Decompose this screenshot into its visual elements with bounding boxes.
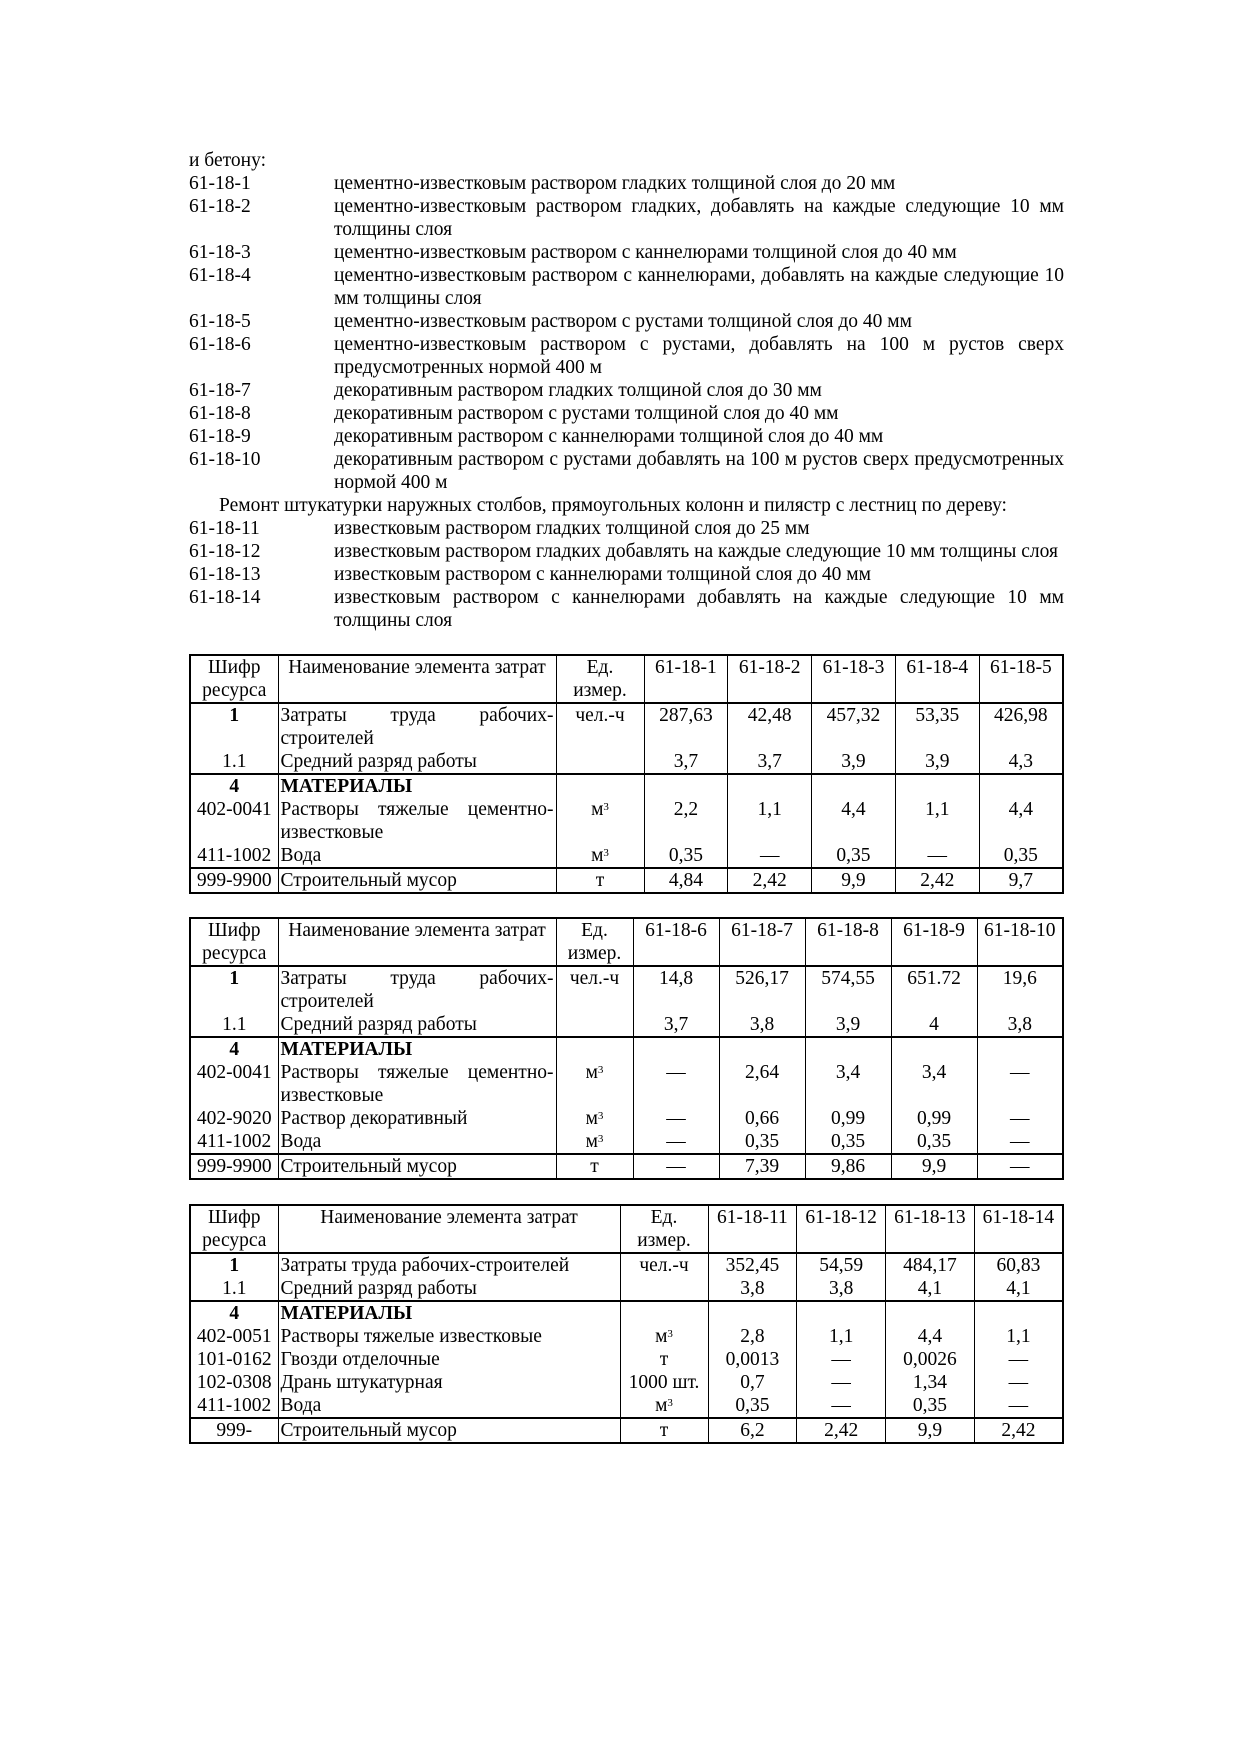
table-row xyxy=(190,1418,1063,1443)
unit-text: чел.-ч xyxy=(569,968,620,989)
norm-description: декоративным раствором с рустами толщиной слоя до 40 мм xyxy=(334,403,839,424)
norm-value: — xyxy=(633,1107,719,1130)
header-norm-column: 61-18-14 xyxy=(974,1205,1063,1253)
norm-value: 2,8 xyxy=(708,1325,797,1348)
resource-unit xyxy=(620,1325,708,1348)
norm-value: — xyxy=(633,1061,719,1107)
norm-description: известковым раствором с каннелюрами добавлять на каждые следующие 10 мм толщины слоя xyxy=(334,587,1064,631)
norm-value: 0,35 xyxy=(979,844,1063,868)
norm-value: 3,9 xyxy=(812,750,896,774)
header-norm-column: 61-18-9 xyxy=(891,918,977,966)
norm-description: известковым раствором гладких добавлять на каждые следующие 10 мм толщины слоя xyxy=(334,541,1058,562)
norm-value: 2,42 xyxy=(728,868,812,893)
norm-value: — xyxy=(797,1394,886,1418)
norm-item xyxy=(189,195,1064,241)
resource-unit xyxy=(556,798,644,844)
resource-unit xyxy=(620,1277,708,1301)
header-code: Шифр ресурса xyxy=(190,918,278,966)
norm-value: 2,64 xyxy=(719,1061,805,1107)
norm-value: 0,0013 xyxy=(708,1348,797,1371)
resource-unit xyxy=(556,1037,633,1061)
resource-name: Вода xyxy=(278,844,556,868)
document-page xyxy=(189,149,1064,1444)
header-norm-column: 61-18-1 xyxy=(644,655,728,703)
norm-value xyxy=(728,774,812,798)
norm-code: 61-18-2 xyxy=(189,196,251,217)
resource-name: МАТЕРИАЛЫ xyxy=(278,774,556,798)
resource-name: Затраты труда рабочих-строителей xyxy=(278,966,556,1013)
header-norm-column: 61-18-8 xyxy=(805,918,891,966)
unit-superscript: 3 xyxy=(667,1397,673,1409)
table-row xyxy=(190,1037,1063,1061)
header-norm-column: 61-18-2 xyxy=(728,655,812,703)
norm-value: 0,99 xyxy=(805,1107,891,1130)
norm-value xyxy=(805,1037,891,1061)
header-code: Шифр ресурса xyxy=(190,1205,278,1253)
norm-code: 61-18-3 xyxy=(189,242,251,263)
resource-unit xyxy=(556,703,644,750)
resource-table-2 xyxy=(189,917,1064,1180)
norm-value: 0,7 xyxy=(708,1371,797,1394)
norm-value: 0,35 xyxy=(644,844,728,868)
table-row xyxy=(190,798,1063,844)
norm-value: 9,7 xyxy=(979,868,1063,893)
resource-code: 1.1 xyxy=(190,750,278,774)
unit-text: м xyxy=(585,1062,598,1083)
norm-code: 61-18-1 xyxy=(189,173,251,194)
table-row xyxy=(190,1325,1063,1348)
norm-value: 4,1 xyxy=(886,1277,975,1301)
intro-text: и бетону: xyxy=(189,150,266,171)
resource-code: 1 xyxy=(190,1253,278,1277)
resource-unit xyxy=(620,1253,708,1277)
table-header-row xyxy=(190,918,1063,966)
resource-code: 402-0051 xyxy=(190,1325,278,1348)
unit-text: т xyxy=(659,1420,669,1441)
norm-description: цементно-известковым раствором с каннелюрами толщиной слоя до 40 мм xyxy=(334,242,957,263)
resource-unit xyxy=(620,1418,708,1443)
resource-code: 102-0308 xyxy=(190,1371,278,1394)
norm-description: цементно-известковым раствором с рустами, добавлять на 100 м рустов сверх предусмотренных нормой 400 м xyxy=(334,334,1064,378)
norm-value: 426,98 xyxy=(979,703,1063,750)
resource-name: Раствор декоративный xyxy=(278,1107,556,1130)
norm-value: 9,9 xyxy=(812,868,896,893)
norm-value: 0,35 xyxy=(812,844,896,868)
header-name: Наименование элемента затрат xyxy=(278,918,556,966)
norm-value: 484,17 xyxy=(886,1253,975,1277)
resource-code: 411-1002 xyxy=(190,1394,278,1418)
norm-value: 19,6 xyxy=(977,966,1063,1013)
norm-value: 53,35 xyxy=(895,703,979,750)
resource-name: Средний разряд работы xyxy=(278,1277,620,1301)
resource-name: Строительный мусор xyxy=(278,1418,620,1443)
norm-value: 2,42 xyxy=(974,1418,1063,1443)
unit-text: м xyxy=(655,1395,668,1416)
resource-unit xyxy=(556,774,644,798)
resource-code: 101-0162 xyxy=(190,1348,278,1371)
table-row xyxy=(190,1394,1063,1418)
header-unit: Ед. измер. xyxy=(556,655,644,703)
norm-value: — xyxy=(633,1130,719,1154)
resource-unit xyxy=(556,750,644,774)
resource-unit xyxy=(556,844,644,868)
norm-value: 0,35 xyxy=(805,1130,891,1154)
unit-superscript: 3 xyxy=(603,847,609,859)
norm-value: 3,8 xyxy=(977,1013,1063,1037)
unit-text: т xyxy=(659,1349,669,1370)
norm-value: 1,1 xyxy=(797,1325,886,1348)
norm-value: 14,8 xyxy=(633,966,719,1013)
resource-unit xyxy=(556,1107,633,1130)
norm-value: 7,39 xyxy=(719,1154,805,1179)
unit-superscript: 3 xyxy=(597,1110,604,1122)
unit-text: 1000 шт. xyxy=(628,1372,700,1393)
norm-value: 9,9 xyxy=(886,1418,975,1443)
table-row xyxy=(190,1301,1063,1325)
table-header-row xyxy=(190,655,1063,703)
norm-item xyxy=(189,425,1064,448)
unit-text: т xyxy=(595,870,605,891)
norm-value xyxy=(633,1037,719,1061)
unit-text: т xyxy=(590,1156,599,1177)
resource-code: 1 xyxy=(190,703,278,750)
norm-item xyxy=(189,310,1064,333)
norm-value: 651.72 xyxy=(891,966,977,1013)
resource-unit xyxy=(556,1154,633,1179)
resource-name: Растворы тяжелые цементно-известковые xyxy=(278,798,556,844)
table-row xyxy=(190,1013,1063,1037)
resource-table-3 xyxy=(189,1204,1064,1444)
table-row xyxy=(190,1107,1063,1130)
table-row xyxy=(190,1253,1063,1277)
norm-item xyxy=(189,448,1064,494)
resource-unit xyxy=(620,1371,708,1394)
norm-value: 3,8 xyxy=(719,1013,805,1037)
norm-value: 42,48 xyxy=(728,703,812,750)
norm-value: — xyxy=(977,1107,1063,1130)
norm-value: 1,1 xyxy=(728,798,812,844)
unit-text: м xyxy=(585,1108,598,1129)
norm-description: известковым раствором гладких толщиной слоя до 25 мм xyxy=(334,518,810,539)
norm-value: 526,17 xyxy=(719,966,805,1013)
norm-value: — xyxy=(974,1371,1063,1394)
norm-item xyxy=(189,379,1064,402)
norm-value: 352,45 xyxy=(708,1253,797,1277)
resource-name: Средний разряд работы xyxy=(278,750,556,774)
norm-value: 9,86 xyxy=(805,1154,891,1179)
unit-superscript: 3 xyxy=(667,1328,673,1340)
resource-code: 999-9900 xyxy=(190,1154,278,1179)
header-unit: Ед. измер. xyxy=(620,1205,708,1253)
norm-value xyxy=(812,774,896,798)
norm-item xyxy=(189,517,1064,540)
norm-value xyxy=(895,774,979,798)
table-row xyxy=(190,774,1063,798)
resource-name: МАТЕРИАЛЫ xyxy=(278,1037,556,1061)
norm-code: 61-18-10 xyxy=(189,449,261,470)
table-row xyxy=(190,1371,1063,1394)
norm-value xyxy=(644,774,728,798)
header-code: Шифр ресурса xyxy=(190,655,278,703)
resource-code: 999- xyxy=(190,1418,278,1443)
norm-value: 4,4 xyxy=(812,798,896,844)
norm-value: 3,4 xyxy=(891,1061,977,1107)
header-norm-column: 61-18-11 xyxy=(708,1205,797,1253)
table-row xyxy=(190,703,1063,750)
resource-code: 402-9020 xyxy=(190,1107,278,1130)
resource-name: Затраты труда рабочих-строителей xyxy=(278,703,556,750)
header-norm-column: 61-18-6 xyxy=(633,918,719,966)
norm-value xyxy=(891,1037,977,1061)
norm-list-a xyxy=(189,172,1064,494)
table-row xyxy=(190,1130,1063,1154)
norm-value: — xyxy=(895,844,979,868)
resource-name: Строительный мусор xyxy=(278,1154,556,1179)
resource-name: Растворы тяжелые известковые xyxy=(278,1325,620,1348)
norm-description: цементно-известковым раствором с каннелюрами, добавлять на каждые следующие 10 мм толщины слоя xyxy=(334,265,1064,309)
resource-code: 4 xyxy=(190,774,278,798)
norm-value: 1,34 xyxy=(886,1371,975,1394)
norm-value: 3,4 xyxy=(805,1061,891,1107)
resource-unit xyxy=(556,1130,633,1154)
norm-value: 4,1 xyxy=(974,1277,1063,1301)
norm-value xyxy=(974,1301,1063,1325)
norm-description: цементно-известковым раствором с рустами толщиной слоя до 40 мм xyxy=(334,311,912,332)
norm-value: 2,42 xyxy=(895,868,979,893)
norm-value: 2,42 xyxy=(797,1418,886,1443)
table-row xyxy=(190,1348,1063,1371)
norm-value: 0,35 xyxy=(891,1130,977,1154)
norm-value: — xyxy=(974,1394,1063,1418)
resource-code: 1 xyxy=(190,966,278,1013)
header-norm-column: 61-18-4 xyxy=(895,655,979,703)
norm-code: 61-18-8 xyxy=(189,403,251,424)
resource-name: Затраты труда рабочих-строителей xyxy=(278,1253,620,1277)
unit-text: м xyxy=(655,1326,668,1347)
resource-code: 411-1002 xyxy=(190,1130,278,1154)
header-norm-column: 61-18-10 xyxy=(977,918,1063,966)
table-row xyxy=(190,750,1063,774)
norm-value: 3,7 xyxy=(644,750,728,774)
resource-name: Вода xyxy=(278,1130,556,1154)
norm-description: декоративным раствором с рустами добавлять на 100 м рустов сверх предусмотренных нормой 400 м xyxy=(334,449,1064,493)
resource-table-1 xyxy=(189,654,1064,894)
norm-value: 0,35 xyxy=(886,1394,975,1418)
norm-item xyxy=(189,402,1064,425)
norm-value: 54,59 xyxy=(797,1253,886,1277)
norm-value: 574,55 xyxy=(805,966,891,1013)
norm-value: 1,1 xyxy=(974,1325,1063,1348)
resource-unit xyxy=(556,868,644,893)
norm-list-b xyxy=(189,517,1064,632)
norm-value xyxy=(979,774,1063,798)
norm-value: — xyxy=(728,844,812,868)
norm-description: известковым раствором с каннелюрами толщиной слоя до 40 мм xyxy=(334,564,871,585)
header-name: Наименование элемента затрат xyxy=(278,1205,620,1253)
norm-value: 0,0026 xyxy=(886,1348,975,1371)
norm-code: 61-18-12 xyxy=(189,541,261,562)
table-row xyxy=(190,868,1063,893)
norm-code: 61-18-14 xyxy=(189,587,261,608)
header-name: Наименование элемента затрат xyxy=(278,655,556,703)
resource-name: Гвозди отделочные xyxy=(278,1348,620,1371)
header-norm-column: 61-18-3 xyxy=(812,655,896,703)
table-row xyxy=(190,966,1063,1013)
norm-value: 4,3 xyxy=(979,750,1063,774)
header-norm-column: 61-18-5 xyxy=(979,655,1063,703)
norm-item xyxy=(189,172,1064,195)
section-paragraph: Ремонт штукатурки наружных столбов, прямоугольных колонн и пилястр с лестниц по дереву: xyxy=(219,495,1007,516)
norm-value: 3,7 xyxy=(633,1013,719,1037)
norm-item xyxy=(189,264,1064,310)
norm-code: 61-18-5 xyxy=(189,311,251,332)
norm-code: 61-18-7 xyxy=(189,380,251,401)
resource-name: Строительный мусор xyxy=(278,868,556,893)
norm-value: — xyxy=(974,1348,1063,1371)
norm-value: 3,9 xyxy=(805,1013,891,1037)
norm-description: декоративным раствором с каннелюрами толщиной слоя до 40 мм xyxy=(334,426,884,447)
unit-text: м xyxy=(591,799,604,820)
resource-unit xyxy=(620,1348,708,1371)
norm-value: 2,2 xyxy=(644,798,728,844)
resource-code: 999-9900 xyxy=(190,868,278,893)
resource-name: МАТЕРИАЛЫ xyxy=(278,1301,620,1325)
norm-value: 3,8 xyxy=(797,1277,886,1301)
resource-name: Дрань штукатурная xyxy=(278,1371,620,1394)
norm-value: 3,9 xyxy=(895,750,979,774)
norm-value: 9,9 xyxy=(891,1154,977,1179)
resource-name: Средний разряд работы xyxy=(278,1013,556,1037)
resource-name: Вода xyxy=(278,1394,620,1418)
resource-unit xyxy=(620,1394,708,1418)
norm-description: цементно-известковым раствором гладких толщиной слоя до 20 мм xyxy=(334,173,896,194)
norm-value: 0,35 xyxy=(708,1394,797,1418)
norm-value xyxy=(708,1301,797,1325)
table-row xyxy=(190,1061,1063,1107)
norm-value: 1,1 xyxy=(895,798,979,844)
resource-unit xyxy=(556,1061,633,1107)
norm-value: 4 xyxy=(891,1013,977,1037)
norm-value: 3,7 xyxy=(728,750,812,774)
table-row xyxy=(190,844,1063,868)
norm-item xyxy=(189,586,1064,632)
resource-name: Растворы тяжелые цементно-известковые xyxy=(278,1061,556,1107)
header-norm-column: 61-18-7 xyxy=(719,918,805,966)
unit-superscript: 3 xyxy=(597,1133,604,1145)
norm-value: — xyxy=(797,1348,886,1371)
norm-value: 4,4 xyxy=(979,798,1063,844)
norm-value xyxy=(797,1301,886,1325)
unit-text: м xyxy=(591,845,604,866)
norm-value: 0,35 xyxy=(719,1130,805,1154)
norm-code: 61-18-11 xyxy=(189,518,260,539)
norm-value: — xyxy=(977,1130,1063,1154)
norm-value: 6,2 xyxy=(708,1418,797,1443)
norm-code: 61-18-4 xyxy=(189,265,251,286)
norm-code: 61-18-9 xyxy=(189,426,251,447)
resource-unit xyxy=(620,1301,708,1325)
norm-value: — xyxy=(977,1154,1063,1179)
norm-code: 61-18-13 xyxy=(189,564,261,585)
unit-text: м xyxy=(585,1131,598,1152)
norm-item xyxy=(189,241,1064,264)
resource-unit xyxy=(556,966,633,1013)
norm-value: 4,4 xyxy=(886,1325,975,1348)
unit-text: чел.-ч xyxy=(639,1255,689,1276)
norm-item xyxy=(189,540,1064,563)
norm-description: декоративным раствором гладких толщиной слоя до 30 мм xyxy=(334,380,822,401)
norm-value: 60,83 xyxy=(974,1253,1063,1277)
norm-item xyxy=(189,563,1064,586)
resource-unit xyxy=(556,1013,633,1037)
resource-code: 4 xyxy=(190,1037,278,1061)
header-norm-column: 61-18-13 xyxy=(886,1205,975,1253)
resource-code: 1.1 xyxy=(190,1277,278,1301)
table-header-row xyxy=(190,1205,1063,1253)
norm-value: 4,84 xyxy=(644,868,728,893)
norm-value: 3,8 xyxy=(708,1277,797,1301)
table-row xyxy=(190,1154,1063,1179)
unit-text: чел.-ч xyxy=(575,705,625,726)
norm-value xyxy=(719,1037,805,1061)
norm-value: — xyxy=(977,1061,1063,1107)
table-row xyxy=(190,1277,1063,1301)
unit-superscript: 3 xyxy=(603,801,609,813)
header-norm-column: 61-18-12 xyxy=(797,1205,886,1253)
norm-value: — xyxy=(797,1371,886,1394)
norm-value: 457,32 xyxy=(812,703,896,750)
header-unit: Ед. измер. xyxy=(556,918,633,966)
unit-superscript: 3 xyxy=(597,1064,604,1076)
norm-item xyxy=(189,333,1064,379)
resource-code: 411-1002 xyxy=(190,844,278,868)
resource-code: 4 xyxy=(190,1301,278,1325)
norm-value xyxy=(886,1301,975,1325)
norm-code: 61-18-6 xyxy=(189,334,251,355)
resource-code: 1.1 xyxy=(190,1013,278,1037)
norm-description: цементно-известковым раствором гладких, добавлять на каждые следующие 10 мм толщины слоя xyxy=(334,196,1064,240)
norm-value: 0,99 xyxy=(891,1107,977,1130)
norm-value xyxy=(977,1037,1063,1061)
resource-code: 402-0041 xyxy=(190,798,278,844)
norm-value: 0,66 xyxy=(719,1107,805,1130)
norm-value: 287,63 xyxy=(644,703,728,750)
norm-value: — xyxy=(633,1154,719,1179)
resource-code: 402-0041 xyxy=(190,1061,278,1107)
